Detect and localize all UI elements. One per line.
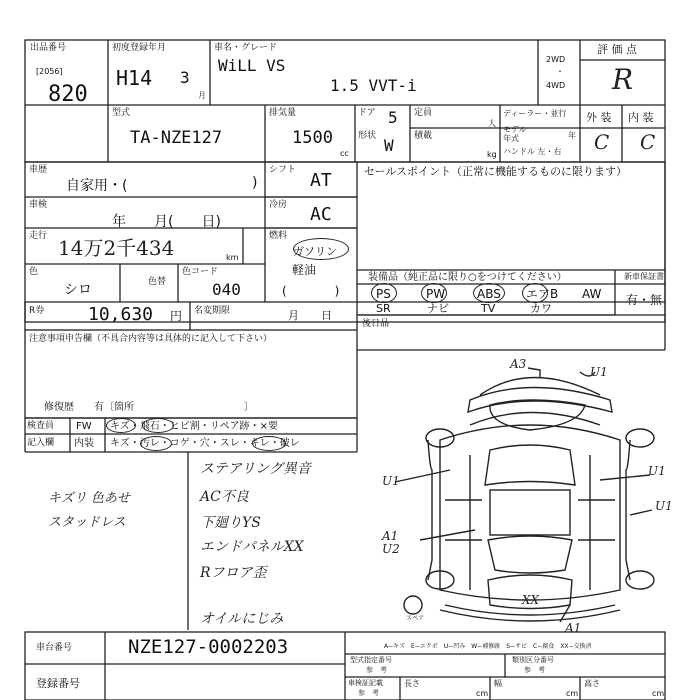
color-code-label: 色コード (182, 267, 219, 277)
color-code-value: 040 (212, 280, 241, 299)
model-year-label: モデル (503, 125, 527, 134)
drive-dot: ・ (556, 67, 564, 76)
height-unit: cm (652, 689, 665, 698)
note-4: エンドパネルXX (200, 539, 304, 555)
car-grade: 1.5 VVT-i (330, 76, 417, 95)
model-value: TA-NZE127 (130, 128, 223, 148)
note-6: オイルにじみ (200, 611, 284, 627)
type-designation-label: 型式指定番号 (350, 656, 392, 664)
mark-u1-top: U1 (590, 365, 608, 379)
registration-label: 初度登録年月 (112, 43, 167, 53)
ac-label: 冷房 (269, 200, 288, 210)
length-unit: cm (476, 689, 489, 698)
exterior-label: 外 装 (586, 111, 612, 124)
door-label: ドア (358, 108, 376, 118)
inspection-label: 車検 (29, 200, 48, 210)
mileage-value: 14万2千434 (58, 236, 175, 260)
fuel-other: ( ) (282, 284, 340, 298)
mark-a1-bottom: A1 (565, 621, 582, 635)
retrofit-label: 後日品 (362, 319, 390, 329)
note-2: AC不良 (200, 489, 249, 505)
exterior-score: C (594, 130, 610, 154)
interior-label: 内 装 (628, 111, 654, 124)
equip-airbag: エアB (526, 287, 559, 301)
length-label: 長さ (404, 679, 420, 688)
mark-u1-right: U1 (648, 464, 666, 478)
displacement-label: 排気量 (269, 108, 297, 118)
name-change-label: 名変期限 (194, 306, 231, 316)
sales-point-label: セールスポイント（正常に機能するものに限ります） (364, 165, 628, 178)
equip-ps-circle (371, 283, 397, 303)
spare-label: スペア (406, 615, 425, 622)
lot-sub: [2056] (36, 67, 63, 76)
stone-chip-circle (142, 418, 174, 433)
mark-a3: A3 (510, 357, 527, 371)
drive-2wd: 2WD (546, 55, 566, 64)
color-value: シロ (64, 282, 92, 298)
fw-label: FW (76, 421, 92, 432)
note-3: 下廻りYS (200, 515, 261, 531)
equip-tv: TV (481, 302, 496, 315)
equip-pw-circle (421, 283, 447, 303)
shape-value: W (384, 136, 394, 155)
name-change-unit: 月 日 (288, 309, 332, 322)
equip-ps: PS (376, 287, 391, 301)
history-value: 自家用・( (66, 178, 128, 194)
note-1: ステアリング異音 (200, 461, 311, 477)
shape-label: 形状 (358, 131, 377, 141)
width-unit: cm (566, 689, 579, 698)
door-value: 5 (388, 108, 398, 127)
equip-navi: ナビ (427, 302, 449, 315)
handle-label: ハンドル 左・右 (503, 147, 562, 156)
wear-circle (252, 436, 286, 451)
mark-u1-right2: U1 (655, 499, 673, 513)
mark-a1-left: A1 (382, 529, 399, 543)
exterior-condition-row: キズ・飛石・ヒビ割・リペア跡・×要 (110, 421, 278, 432)
note-left-2: スタッドレス (48, 515, 126, 530)
mark-xx: XX (522, 593, 540, 607)
damage-legend: A−キズ E−エクボ U−凹み W−補修跡 S−サビ C−腐食 XX−交換済 (384, 643, 592, 650)
type-designation-sub: 参 考 (366, 666, 387, 674)
equip-abs: ABS (477, 287, 501, 301)
color-label: 色 (29, 267, 39, 277)
equipment-label: 装備品（純正品に限り○をつけてください） (368, 272, 567, 283)
model-label: 型式 (112, 108, 131, 118)
equip-abs-circle (473, 283, 505, 303)
fuel-diesel: 軽油 (292, 263, 317, 277)
note-5: Rフロア歪 (200, 565, 267, 581)
mileage-unit: km (226, 253, 239, 262)
drive-4wd: 4WD (546, 81, 566, 90)
classification-label: 類別区分番号 (512, 656, 554, 664)
shift-label: シフト (269, 165, 297, 175)
fuel-label: 燃料 (269, 231, 288, 241)
registration-month-unit: 月 (198, 91, 206, 100)
load-label: 積載 (414, 131, 433, 141)
car-name: WiLL VS (218, 56, 286, 75)
inspector-label: 検査員 (27, 421, 55, 431)
model-year-sub: 年式 (503, 134, 519, 143)
mileage-label: 走行 (29, 231, 48, 241)
dealer-label: ディーラー・並行 (503, 109, 567, 118)
capacity-label: 定員 (414, 108, 433, 118)
inspection-value: 年 月( 日) (112, 214, 221, 230)
score-value: R (612, 63, 634, 96)
cert-label: 車検証記載 (348, 679, 383, 687)
interior-condition-row: キズ・汚レ・コゲ・穴・スレ・キレ・破レ (110, 438, 300, 449)
equip-aw: AW (582, 287, 602, 301)
chassis-label: 車台番号 (36, 643, 73, 653)
capacity-unit: 人 (488, 119, 496, 128)
cert-sub: 参 考 (358, 689, 379, 697)
entry-label: 記入欄 (27, 438, 55, 448)
interior-row-label: 内装 (74, 438, 94, 449)
recycle-label: R券 (29, 306, 45, 316)
note-left-1: キズリ 色あせ (48, 491, 130, 506)
shift-value: AT (310, 170, 332, 191)
load-unit: kg (487, 150, 497, 159)
recycle-unit: 円 (170, 309, 183, 323)
car-name-label: 車名・グレード (214, 43, 278, 53)
fuel-gasoline: ガソリン (293, 245, 337, 258)
notes-label: 注意事項申告欄（不具合内容等は具体的に記入して下さい） (29, 334, 273, 344)
model-year-unit: 年 (568, 131, 576, 140)
classification-sub: 参 考 (524, 666, 545, 674)
registration-month: 3 (180, 68, 190, 87)
chassis-number: NZE127-0002203 (128, 636, 289, 658)
fuel-gasoline-circle (293, 238, 349, 260)
history-close: ) (252, 175, 258, 191)
stain-circle (140, 436, 172, 451)
equip-airbag-circle (522, 283, 548, 303)
warranty-label: 新車保証書 (624, 272, 664, 281)
score-label: 評 価 点 (597, 43, 637, 56)
mark-u1-left: U1 (382, 474, 400, 488)
registration-number-label: 登録番号 (36, 677, 80, 690)
ac-value: AC (310, 204, 332, 225)
equip-sr: SR (376, 302, 391, 315)
warranty-value: 有・無 (626, 293, 663, 307)
interior-score: C (640, 130, 656, 154)
height-label: 高さ (584, 679, 600, 688)
lot-label: 出品番号 (30, 43, 67, 53)
repair-history-label: 修復歴 有〔箇所 〕 (44, 402, 254, 413)
history-label: 車歴 (29, 165, 48, 175)
equip-leather: カワ (530, 302, 552, 315)
registration-era: H14 (116, 66, 153, 90)
equip-pw: PW (426, 287, 446, 301)
mark-u2-left: U2 (382, 542, 400, 556)
lot-number: 820 (48, 82, 88, 107)
displacement-value: 1500 (292, 128, 333, 148)
displacement-unit: cc (340, 149, 349, 158)
color-change-label: 色替 (148, 277, 167, 287)
width-label: 幅 (494, 679, 502, 688)
recycle-value: 10,630 (88, 304, 154, 325)
scratch-circle (106, 418, 136, 433)
